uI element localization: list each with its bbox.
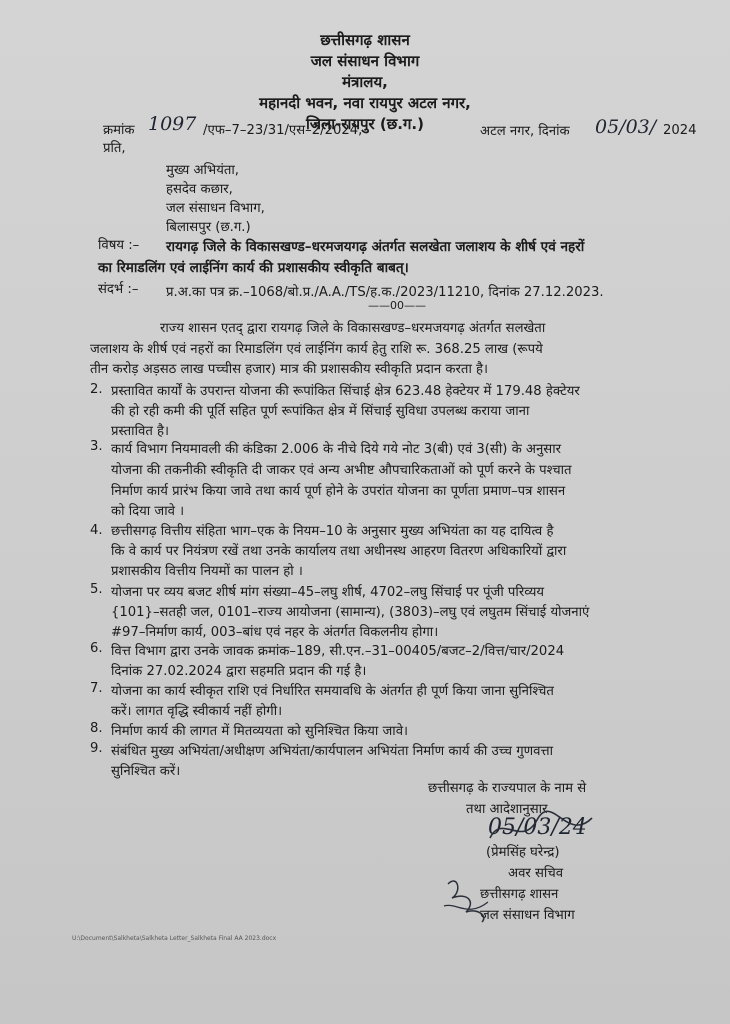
signature-designation: अवर सचिव	[508, 866, 564, 881]
para2-number: 2.	[90, 382, 103, 397]
prati-label: प्रति,	[103, 141, 126, 156]
addressee-line1: मुख्य अभियंता,	[166, 163, 239, 178]
initials-scribble-icon	[438, 872, 498, 927]
para9-line2: सुनिश्चित करें।	[111, 764, 181, 779]
para2-line1: प्रस्तावित कार्यों के उपरान्त योजना की रूपांकित सिंचाई क्षेत्र 623.48 हेक्टेयर में 179.48 हेक्टेयर	[111, 384, 580, 399]
reference-label: संदर्भ :–	[98, 282, 139, 297]
para4-line2: कि वे कार्य पर नियंत्रण रखें तथा उनके कार्यालय तथा अधीनस्थ आहरण वितरण अधिकारियों द्वारा	[111, 544, 567, 559]
signature-org1: छत्तीसगढ़ शासन	[480, 887, 559, 902]
document-path-footer: U:\Document\Salkheta\Salkheta Letter_Salkheta Final AA 2023.docx	[72, 935, 277, 942]
kramank-handwritten-number: 1097	[148, 113, 197, 135]
separator: ——00——	[368, 299, 426, 312]
para7-line2: करें। लागत वृद्धि स्वीकार्य नहीं होगी।	[111, 704, 283, 719]
date-year: 2024	[663, 123, 697, 138]
para5-line3: #97–निर्माण कार्य, 003–बांध एवं नहर के अंतर्गत विकलनीय होगा।	[111, 625, 439, 640]
para6-line1: वित्त विभाग द्वारा उनके जावक क्रमांक–189, सी.एन.–31–00405/बजट–2/वित्त/चार/2024	[111, 644, 565, 659]
kramank-suffix: /एफ–7–23/31/एस–2/2024,	[203, 123, 363, 138]
para8-number: 8.	[90, 721, 103, 736]
para7-number: 7.	[90, 681, 103, 696]
para2-line2: की हो रही कमी की पूर्ति सहित पूर्ण रूपांकित क्षेत्र में सिंचाई सुविधा उपलब्ध कराया जाना	[111, 404, 530, 419]
para3-line3: निर्माण कार्य प्रारंभ किया जावे तथा कार्य पूर्ण होने के उपरांत योजना का पूर्णता प्रमाण–पत्र शासन	[111, 484, 566, 499]
para4-number: 4.	[90, 523, 103, 538]
para9-line1: संबंधित मुख्य अभियंता/अधीक्षण अभियंता/कार्यपालन अभियंता निर्माण कार्य की उच्च गुणवत्ता	[111, 744, 554, 759]
para5-line1: योजना पर व्यय बजट शीर्ष मांग संख्या–45–लघु शीर्ष, 4702–लघु सिंचाई पर पूंजी परिव्यय	[111, 585, 545, 600]
para3-line1: कार्य विभाग नियमावली की कंडिका 2.006 के नीचे दिये गये नोट 3(बी) एवं 3(सी) के अनुसार	[111, 442, 562, 457]
signature-order-line: तथा आदेशानुसार	[466, 802, 548, 817]
signature-governor-line: छत्तीसगढ़ के राज्यपाल के नाम से	[428, 781, 587, 796]
para1-line3: तीन करोड़ अड़सठ लाख पच्चीस हजार) मात्र की प्रशासकीय स्वीकृति प्रदान करता है।	[90, 362, 489, 377]
para4-line1: छत्तीसगढ़ वित्तीय संहिता भाग–एक के नियम–10 के अनुसार मुख्य अभियंता का यह दायित्व है	[111, 524, 554, 539]
header-department: जल संसाधन विभाग	[310, 52, 420, 70]
addressee-line2: हसदेव कछार,	[166, 182, 233, 197]
kramank-label: क्रमांक	[103, 123, 135, 138]
header-government: छत्तीसगढ़ शासन	[320, 31, 410, 49]
signature-handwritten-date: 05/03/24	[488, 815, 587, 840]
addressee-line4: बिलासपुर (छ.ग.)	[166, 220, 251, 235]
place-date-label: अटल नगर, दिनांक	[480, 124, 570, 139]
date-handwritten: 05/03/	[595, 116, 657, 138]
para1-line2: जलाशय के शीर्ष एवं नहरों का रिमाडलिंग एवं लाईनिंग कार्य हेतु राशि रू. 368.25 लाख (रूपये	[90, 342, 543, 357]
para9-number: 9.	[90, 741, 103, 756]
header-ministry: मंत्रालय,	[342, 73, 388, 91]
para6-number: 6.	[90, 641, 103, 656]
para3-line2: योजना की तकनीकी स्वीकृति दी जाकर एवं अन्य अभीष्ट औपचारिकताओं को पूर्ण करने के पश्चात	[111, 463, 572, 478]
para3-number: 3.	[90, 439, 103, 454]
subject-line2: का रिमाडलिंग एवं लाईनिंग कार्य की प्रशासकीय स्वीकृति बाबत्।	[98, 260, 409, 276]
para4-line3: प्रशासकीय वित्तीय नियमों का पालन हो ।	[111, 564, 303, 579]
para3-line4: को दिया जावे ।	[111, 504, 185, 519]
signature-org2: जल संसाधन विभाग	[480, 908, 575, 923]
addressee-line3: जल संसाधन विभाग,	[166, 201, 265, 216]
header-district: जिला-रायपुर (छ.ग.)	[306, 115, 424, 133]
reference-text: प्र.अ.का पत्र क्र.–1068/बो.प्र./A.A./TS/ह.क./2023/11210, दिनांक 27.12.2023.	[166, 285, 604, 300]
para5-number: 5.	[90, 582, 103, 597]
para1-line1: राज्य शासन एतद् द्वारा रायगढ़ जिले के विकासखण्ड–धरमजयगढ़ अंतर्गत सलखेता	[160, 321, 546, 336]
subject-line1: रायगढ़ जिले के विकासखण्ड–धरमजयगढ़ अंतर्गत सलखेता जलाशय के शीर्ष एवं नहरों	[166, 239, 585, 255]
para2-line3: प्रस्तावित है।	[111, 424, 170, 439]
para7-line1: योजना का कार्य स्वीकृत राशि एवं निर्धारित समयावधि के अंतर्गत ही पूर्ण किया जाना सुनिश्चित	[111, 684, 554, 699]
para8-line1: निर्माण कार्य की लागत में मितव्ययता को सुनिश्चित किया जावे।	[111, 724, 409, 739]
signature-name: (प्रेमसिंह घरेन्द्र)	[486, 845, 560, 860]
para5-line2: {101}–सतही जल, 0101–राज्य आयोजना (सामान्य), (3803)–लघु एवं लघुतम सिंचाई योजनाएं	[111, 605, 590, 620]
header-address: महानदी भवन, नवा रायपुर अटल नगर,	[259, 94, 471, 112]
subject-label: विषय :–	[98, 238, 140, 253]
para6-line2: दिनांक 27.02.2024 द्वारा सहमति प्रदान की गई है।	[111, 664, 367, 679]
